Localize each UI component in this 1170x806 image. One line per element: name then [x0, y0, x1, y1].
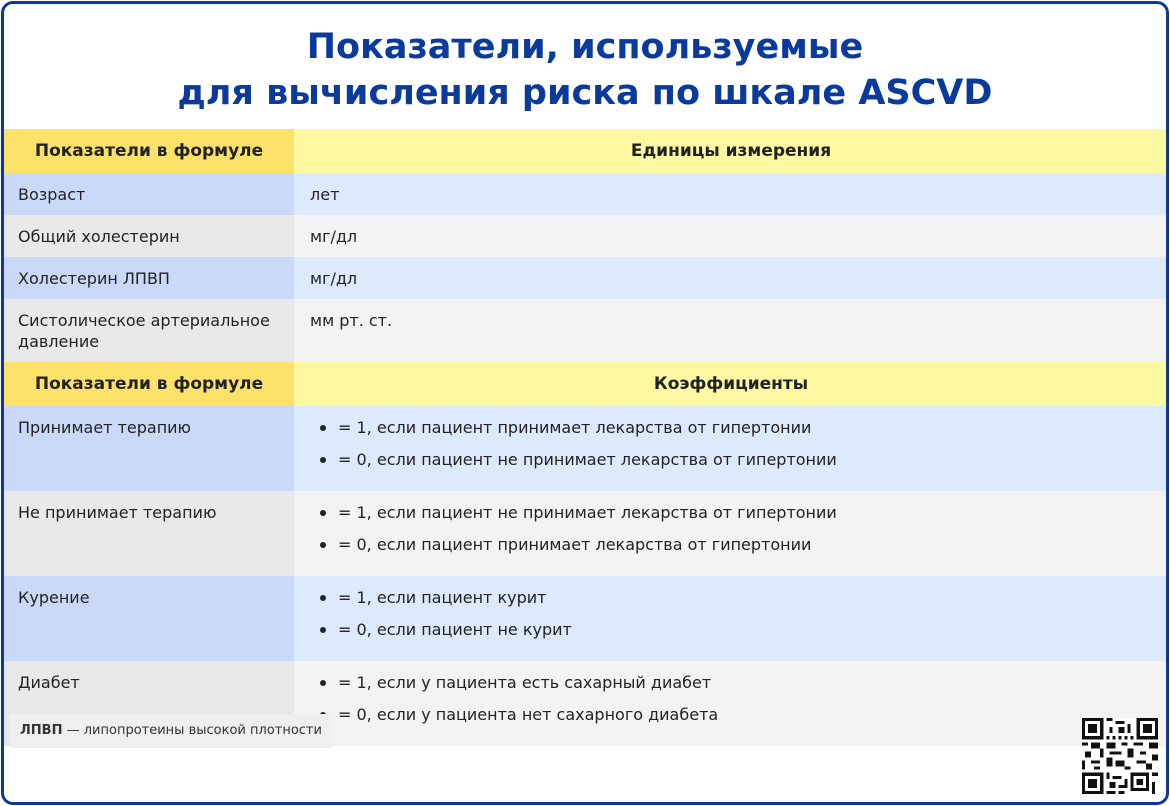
list-item: = 0, если пациент принимает лекарства от гипертонии	[310, 534, 1152, 566]
title-line-1: Показатели, используемые	[306, 27, 864, 67]
bullet-icon	[320, 680, 326, 686]
table-row	[4, 491, 1168, 576]
footnote-abbr: ЛПВП	[20, 723, 63, 738]
list-item: = 1, если пациент не принимает лекарства от гипертонии	[310, 502, 1152, 534]
row-label: Курение	[4, 576, 294, 661]
row-label: Принимает терапию	[4, 406, 294, 491]
list-item: = 0, если пациент не курит	[310, 619, 1152, 651]
row-unit: мм рт. ст.	[294, 299, 1168, 362]
bullet-icon	[320, 542, 326, 548]
row-label: Диабет	[4, 661, 294, 746]
qr-code-icon[interactable]	[1082, 718, 1158, 794]
row-label: Систолическое артериальное давление	[4, 299, 294, 362]
footnote	[10, 714, 332, 748]
row-coefficients	[294, 576, 1168, 661]
table-row	[4, 257, 1168, 299]
list-item: = 1, если у пациента есть сахарный диабет	[310, 672, 1152, 704]
row-label: Общий холестерин	[4, 215, 294, 257]
row-coefficients	[294, 491, 1168, 576]
footnote-text: — липопротеины высокой плотности	[62, 723, 322, 738]
row-label: Не принимает терапию	[4, 491, 294, 576]
indicators-table	[4, 129, 1168, 746]
units-header-col2: Единицы измерения	[294, 129, 1168, 173]
row-unit: мг/дл	[294, 257, 1168, 299]
row-label: Холестерин ЛПВП	[4, 257, 294, 299]
bullet-icon	[320, 510, 326, 516]
coefficients-header-col1: Показатели в формуле	[4, 362, 294, 406]
coefficients-header-row	[4, 362, 1168, 406]
list-item: = 1, если пациент принимает лекарства от гипертонии	[310, 417, 1152, 449]
row-label: Возраст	[4, 173, 294, 215]
bullet-icon	[320, 425, 326, 431]
row-unit: мг/дл	[294, 215, 1168, 257]
table-row	[4, 576, 1168, 661]
table-row	[4, 406, 1168, 491]
title-line-2: для вычисления риска по шкале ASCVD	[177, 73, 993, 113]
list-item: = 0, если у пациента нет сахарного диабета	[310, 704, 1152, 736]
row-unit: лет	[294, 173, 1168, 215]
table-row	[4, 215, 1168, 257]
table-row	[4, 299, 1168, 362]
list-item: = 1, если пациент курит	[310, 587, 1152, 619]
bullet-icon	[320, 457, 326, 463]
units-header-row	[4, 129, 1168, 173]
infographic-card	[1, 1, 1169, 805]
row-coefficients	[294, 661, 1168, 746]
table-row	[4, 173, 1168, 215]
page-title	[4, 24, 1166, 116]
bullet-icon	[320, 627, 326, 633]
units-header-col1: Показатели в формуле	[4, 129, 294, 173]
bullet-icon	[320, 595, 326, 601]
list-item: = 0, если пациент не принимает лекарства от гипертонии	[310, 449, 1152, 481]
coefficients-header-col2: Коэффициенты	[294, 362, 1168, 406]
row-coefficients	[294, 406, 1168, 491]
